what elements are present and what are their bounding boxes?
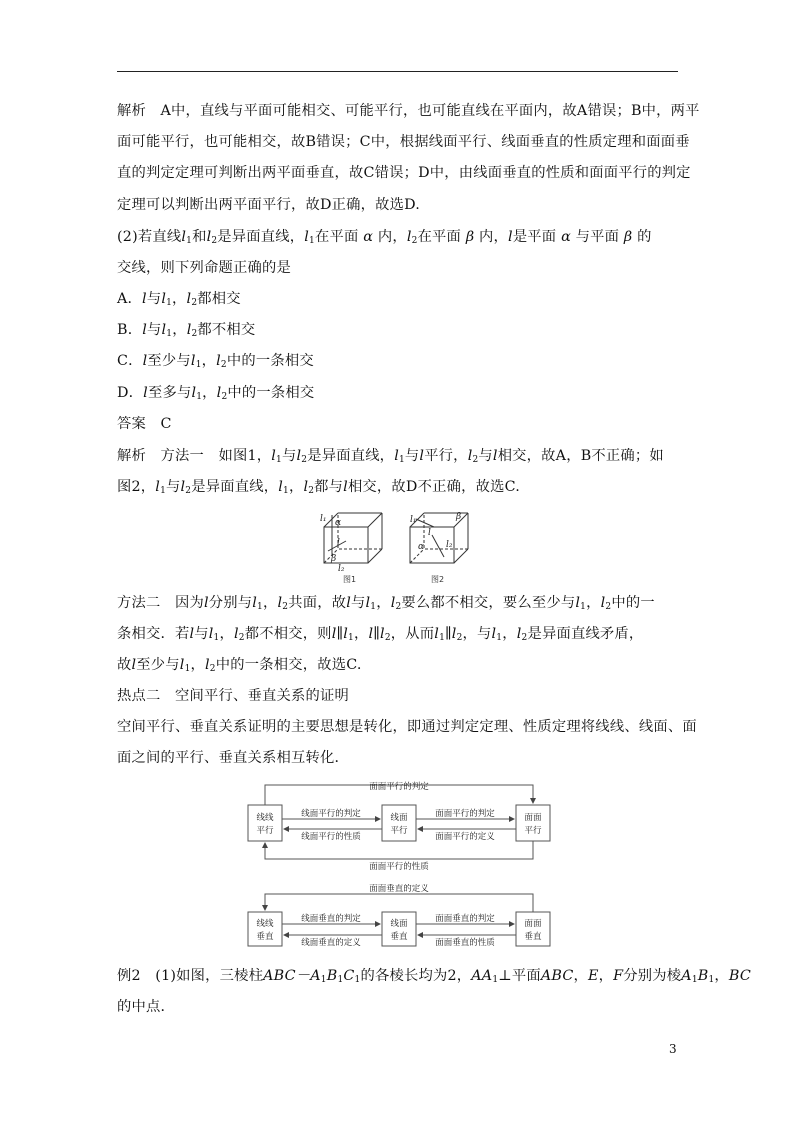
text-line: 面可能平行，也可能相交，故B错误；C中，根据线面平行、线面垂直的性质定理和面面垂	[117, 134, 690, 150]
flow-label: 面面平行的判定	[369, 782, 429, 792]
fig2-label: l₂	[446, 540, 453, 550]
method2-line2: 条相交．若l与$l_1$，$l_2$都不相交，则$l\parallel l_1$，$l\parallel l_2$，从而$l_1\parallel l_2$，与$l_1$，$l_2$是异面直线矛盾，	[117, 626, 644, 643]
fig2-label: α	[418, 542, 425, 552]
flow-box-text: 垂直	[390, 932, 408, 942]
fig2-caption: 图2	[431, 575, 445, 584]
method2-line3: 故l至少与$l_1$，$l_2$中的一条相交，故选C.	[117, 657, 362, 674]
figure-1	[318, 505, 398, 585]
option-d: D．l至多与$l_1$，$l_2$中的一条相交	[117, 385, 315, 402]
option-a: A．l与$l_1$，$l_2$都相交	[117, 291, 241, 308]
flow-box-text: 线线	[256, 813, 274, 823]
text-line: 解析 A中，直线与平面可能相交、可能平行，也可能直线在平面内，故A错误；B中，两平	[117, 103, 700, 119]
flow-label: 面面垂直的判定	[435, 914, 495, 924]
flow-label: 面面垂直的性质	[435, 938, 495, 948]
fig1-label: β	[331, 554, 337, 564]
answer: 答案 C	[117, 416, 172, 432]
flow-box-text: 平行	[390, 826, 408, 836]
flow-label: 面面平行的性质	[369, 862, 429, 871]
fig1-caption: 图1	[343, 575, 357, 584]
flow-box-text: 线面	[390, 919, 408, 929]
fig2-label: l₁	[410, 515, 417, 525]
flow-box-text: 垂直	[524, 932, 542, 942]
flow-box-text: 面面	[524, 919, 542, 929]
text-line: 面之间的平行、垂直关系相互转化．	[117, 750, 349, 766]
method1-line1: 解析 方法一 如图1，$l_1$与$l_2$是异面直线，$l_1$与l平行，$l_2$与l相交，故A，B不正确；如	[117, 448, 664, 465]
fig2-label: β	[456, 512, 462, 522]
text-line: 直的判定定理可判断出两平面垂直，故C错误；D中，由线面垂直的性质和面面平行的判定	[117, 165, 691, 181]
fig1-label: l₁	[320, 514, 327, 524]
flow-label: 面面平行的判定	[435, 809, 495, 819]
flow-box-text: 线线	[256, 919, 274, 929]
flow-box-text: 平行	[524, 826, 542, 836]
method2-line1: 方法二 因为l分别与$l_1$，$l_2$共面，故l与$l_1$，$l_2$要么都不相交，要么至少与$l_1$，$l_2$中的一	[117, 595, 655, 612]
flow-label: 线面垂直的定义	[301, 938, 361, 948]
flow-box-text: 垂直	[256, 932, 274, 942]
flow-label: 线面垂直的判定	[301, 914, 361, 924]
fig1-label: l	[337, 538, 340, 548]
flow-box-text: 面面	[524, 813, 542, 823]
question-2-line2: 交线，则下列命题正确的是	[117, 260, 291, 276]
text-line: 空间平行、垂直关系证明的主要思想是转化，即通过判定定理、性质定理将线线、线面、面	[117, 719, 697, 735]
perpendicular-flowchart	[240, 884, 558, 950]
option-b: B．l与$l_1$，$l_2$都不相交	[117, 322, 256, 339]
header-rule	[117, 71, 678, 72]
parallel-flowchart	[240, 775, 558, 871]
flow-box-text: 平行	[256, 826, 274, 836]
flow-box-text: 线面	[390, 813, 408, 823]
example-2-line1: 例2 (1)如图，三棱柱$ABC-A_1B_1C_1$的各棱长均为2，$AA_1\perp$平面ABC，E，F分别为棱$A_1B_1$，BC	[117, 968, 752, 985]
flow-label: 面面垂直的定义	[369, 884, 429, 894]
flow-label: 线面平行的判定	[301, 809, 361, 819]
fig1-label: α	[335, 518, 342, 528]
section-heading: 热点二 空间平行、垂直关系的证明	[117, 688, 349, 704]
question-2-line1: (2)若直线$l_1$和$l_2$是异面直线，$l_1$在平面 α 内，$l_2$在平面 β 内，l是平面 α 与平面 β 的	[117, 229, 652, 246]
page-number: 3	[669, 1042, 677, 1056]
flow-label: 线面平行的性质	[301, 832, 361, 842]
text-line: 定理可以判断出两平面平行，故D正确，故选D.	[117, 197, 420, 213]
fig2-label: l	[428, 528, 431, 538]
figure-2	[404, 505, 484, 585]
fig1-label: l₂	[338, 564, 345, 574]
example-2-line2: 的中点．	[117, 999, 175, 1015]
option-c: C．l至少与$l_1$，$l_2$中的一条相交	[117, 353, 314, 370]
method1-line2: 图2，$l_1$与$l_2$是异面直线，$l_1$，$l_2$都与l相交，故D不正确，故选C.	[117, 479, 520, 496]
flow-label: 面面平行的定义	[435, 832, 495, 842]
